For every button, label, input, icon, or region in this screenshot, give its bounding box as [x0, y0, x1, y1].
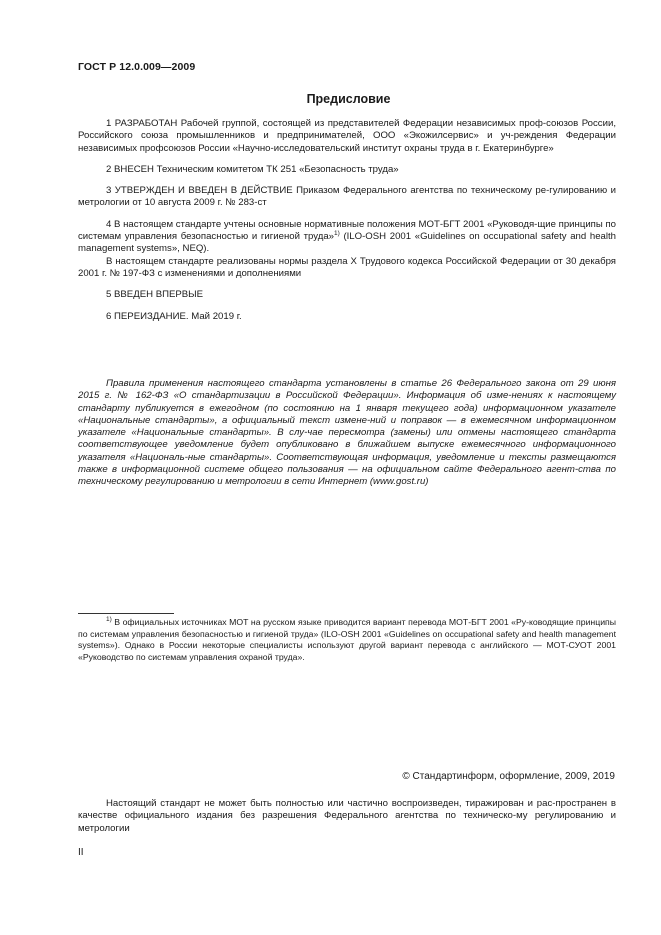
preface-item-1: 1 РАЗРАБОТАН Рабочей группой, состоящей из представителей Федерации независимых проф-союзов России, Российского союза промышленников и предпринимателей, ООО «Экожилсервис» и уч-реждения Федерации независимых профсоюзов России «Научно-исследовательский институт охраны труда в г. Екатеринбурге»: [78, 118, 616, 154]
notice-text: Настоящий стандарт не может быть полностью или частично воспроизведен, тиражирован и рас-пространен в качестве официального издания без разрешения Федерального агентства по техническо-му регулированию и метрологии: [78, 798, 616, 834]
preface-item-4-tail: (ILO-OSH 2001 «Guidelines on occupational safety and health management systems», NEQ).: [78, 231, 617, 255]
footnote-ref[interactable]: 1): [334, 229, 340, 237]
footnote-divider: [78, 613, 174, 614]
preface-item-2: 2 ВНЕСЕН Техническим комитетом ТК 251 «Безопасность труда»: [106, 163, 399, 175]
page-number: II: [78, 847, 84, 858]
footnote-text: В официальных источниках МОТ на русском языке приводится вариант перевода МОТ-БГТ 2001 «Ру-ководящие принципы по системам управления безопасностью и гигиеной труда» (ILO-OSH 2001 «Guidelines on occupational safety and health management systems»). Однако в России некоторые специалисты используют другой вариант перевода с английского — МОТ-СУОТ 2001 «Руководство по системам управления охраной труда».: [78, 617, 616, 662]
rules-of-application: [78, 378, 616, 489]
preface-item-3: 3 УТВЕРЖДЕН И ВВЕДЕН В ДЕЙСТВИЕ Приказом Федерального агентства по техническому ре-гулированию и метрологии от 10 августа 2009 г. № 283-ст: [78, 185, 616, 209]
preface-item-4-text: 4 В настоящем стандарте учтены основные нормативные положения МОТ-БГТ 2001 «Руководя-щие принципы по системам управления безопасностью и гигиеной труда»: [78, 218, 616, 243]
standard-code: ГОСТ Р 12.0.009—2009: [78, 61, 196, 73]
rules-text: Правила применения настоящего стандарта установлены в статье 26 Федерального закона от 29 июня 2015 г. № 162-ФЗ «О стандартизации в Российской Федерации». Информация об изме-нениях к настоящему стандарту публикуется в ежегодном (по состоянию на 1 января текущего года) информационном указателе «Национальные стандарты», а официальный текст измене-ний и поправок — в ежемесячном информационном указателе «Национальные стандарты». В слу-чае пересмотра (замены) или отмены настоящего стандарта соответствующее уведомление будет опубликовано в ближайшем выпуске ежемесячного информационного указателя «Националь-ные стандарты». Соответствующая информация, уведомление и тексты размещаются также в информационной системе общего пользования — на официальном сайте Федерального агент-ства по техническому регулированию и метрологии в сети Интернет (www.gost.ru): [78, 378, 616, 488]
reproduction-notice: [78, 798, 616, 835]
footnote-paragraph: [78, 617, 616, 663]
footnote: [78, 617, 616, 663]
preface-items: [78, 118, 616, 323]
preface-item-4: [78, 219, 616, 256]
preface-item-5: 5 ВВЕДЕН ВПЕРВЫЕ: [106, 289, 204, 301]
preface-item-4-note: В настоящем стандарте реализованы нормы раздела X Трудового кодекса Российской Федерации от 30 декабря 2001 г. № 197-ФЗ с изменениями и дополнениями: [78, 255, 616, 279]
copyright: © Стандартинформ, оформление, 2009, 2019: [402, 771, 615, 782]
preface-item-6: 6 ПЕРЕИЗДАНИЕ. Май 2019 г.: [106, 310, 242, 322]
page-title: Предисловие: [306, 92, 391, 106]
footnote-mark: 1): [106, 616, 112, 624]
